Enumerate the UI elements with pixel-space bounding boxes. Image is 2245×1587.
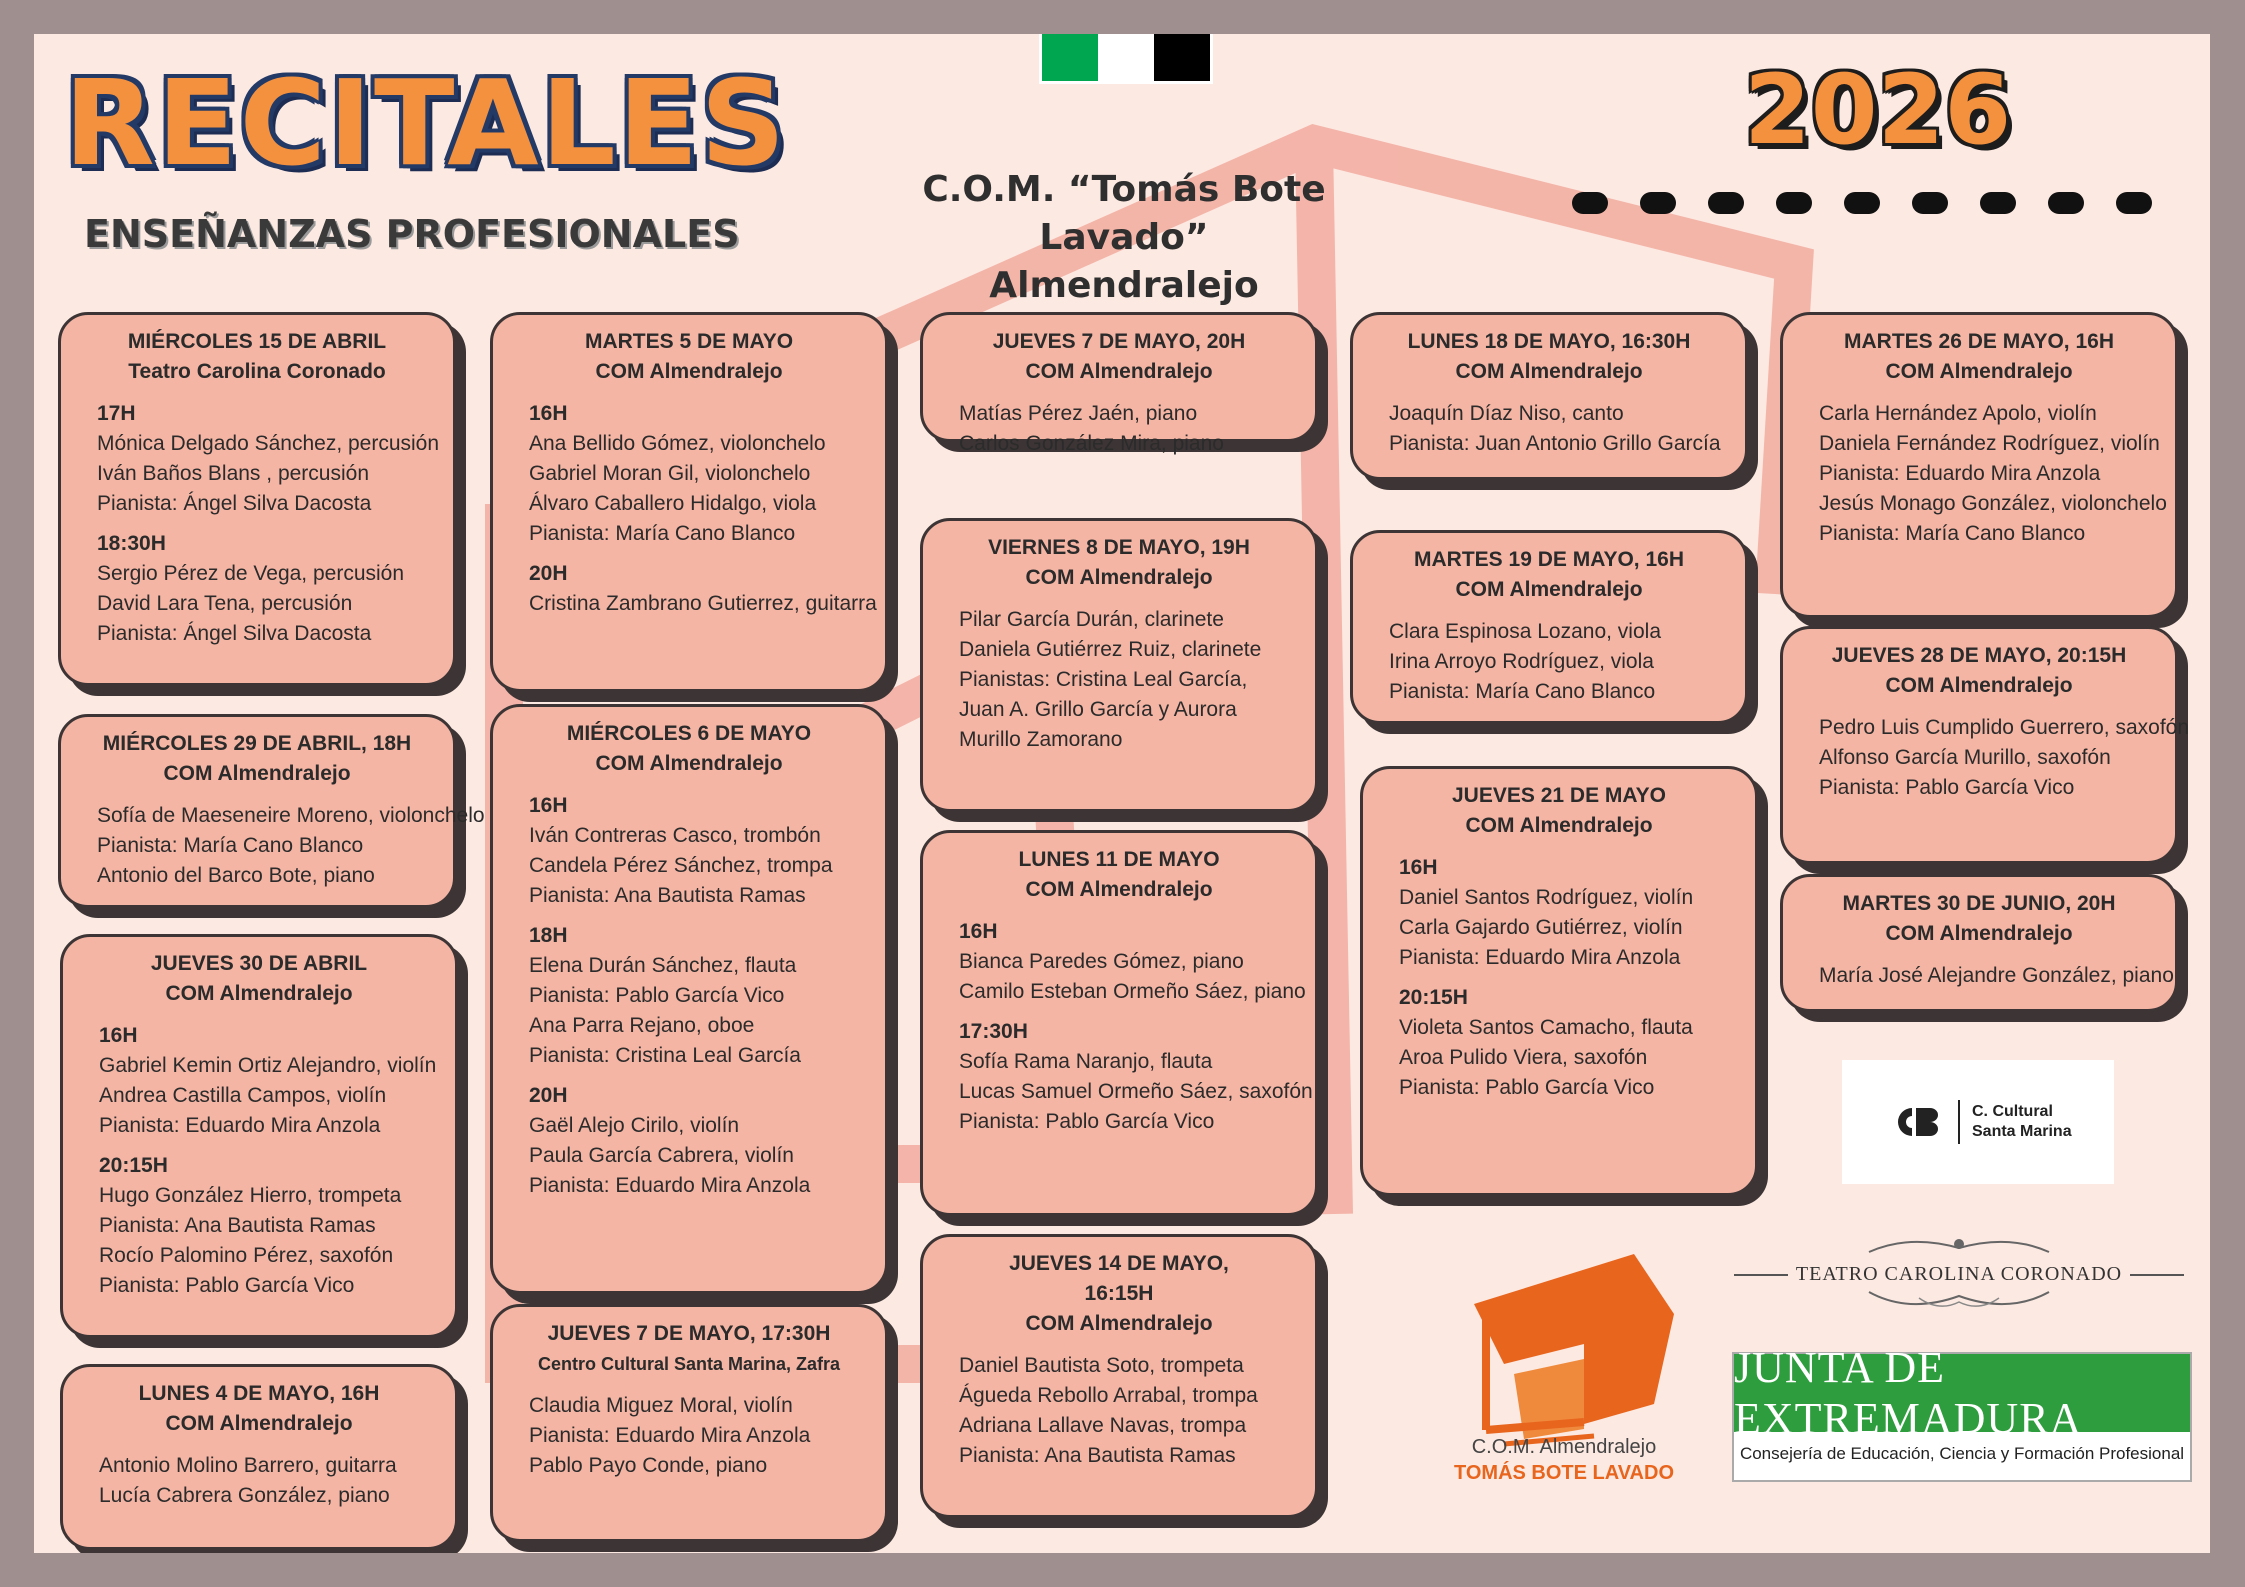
performer-line: Cristina Zambrano Gutierrez, guitarra [529,592,877,615]
recital-venue: Teatro Carolina Coronado [128,360,386,383]
recital-venue: COM Almendralejo [1885,360,2073,383]
performer-line: Pianista: Ana Bautista Ramas [959,1444,1236,1467]
performer-line: María José Alejandre González, piano [1819,964,2174,987]
performer-line: Ana Parra Rejano, oboe [529,1014,755,1037]
conservatory-heading [834,166,1414,310]
poster-year: 2026 [1744,54,2012,166]
recital-date: MIÉRCOLES 29 DE ABRIL, 18H [102,732,412,755]
recital-time: 17:30H [959,1020,1028,1043]
recital-card [1350,530,1748,724]
recital-card [920,1234,1318,1518]
recital-card [1360,766,1758,1196]
performer-line: Daniela Fernández Rodríguez, violín [1819,432,2160,455]
decorative-dashes [1572,192,2152,214]
performer-line: Álvaro Caballero Hidalgo, viola [529,492,817,515]
recital-time: 16H [99,1024,138,1047]
recital-venue: COM Almendralejo [1885,674,2073,697]
performer-line: Elena Durán Sánchez, flauta [529,954,797,977]
poster-title: RECITALES [64,54,788,192]
performer-line: Sofía de Maeseneire Moreno, violonchelo [97,804,485,827]
performer-line: Pianista: Juan Antonio Grillo García [1389,432,1721,455]
recital-date: LUNES 4 DE MAYO, 16H [138,1382,380,1405]
recital-time: 18:30H [97,532,166,555]
performer-line: Pedro Luis Cumplido Guerrero, saxofón [1819,716,2190,739]
recital-card [60,1364,458,1550]
recital-card [1780,874,2178,1012]
recital-venue: Centro Cultural Santa Marina, Zafra [537,1354,841,1374]
performer-line: Gabriel Kemin Ortiz Alejandro, violín [99,1054,437,1077]
recital-venue: COM Almendralejo [1025,1312,1213,1335]
poster [34,34,2210,1553]
performer-line: Pablo Payo Conde, piano [529,1454,768,1477]
poster-subtitle: ENSEÑANZAS PROFESIONALES [84,212,740,256]
performer-line: Joaquín Díaz Niso, canto [1389,402,1624,425]
recital-card [490,1304,888,1542]
recital-date: VIERNES 8 DE MAYO, 19H [988,536,1250,559]
recital-date: MIÉRCOLES 6 DE MAYO [566,722,812,745]
performer-line: Antonio Molino Barrero, guitarra [99,1454,397,1477]
recital-venue: COM Almendralejo [165,982,353,1005]
performer-line: Carla Hernández Apolo, violín [1819,402,2097,425]
performer-line: Pianista: Eduardo Mira Anzola [1819,462,2101,485]
recital-venue: 16:15H [1084,1282,1154,1305]
extremadura-flag [1039,34,1213,84]
recital-time: 20:15H [1399,986,1468,1009]
cc-monogram-icon [1890,1102,1946,1142]
performer-line: Pianista: Ángel Silva Dacosta [97,622,372,645]
recital-venue: COM Almendralejo [595,752,783,775]
performer-line: Sofía Rama Naranjo, flauta [959,1050,1213,1073]
performer-line: Pianista: Eduardo Mira Anzola [529,1424,811,1447]
recital-card [60,934,458,1338]
recital-date: JUEVES 14 DE MAYO, [1009,1252,1229,1275]
recital-date: MIÉRCOLES 15 DE ABRIL [127,330,387,353]
ornament-top-icon [1859,1234,2059,1258]
cc-santa-marina-logo [1842,1060,2114,1184]
ornament-bottom-icon [1859,1286,2059,1316]
performer-line: Antonio del Barco Bote, piano [97,864,375,887]
recital-card [1350,312,1748,480]
performer-line: Juan A. Grillo García y Aurora [959,698,1237,721]
performer-line: Pianistas: Cristina Leal García, [959,668,1248,691]
conservatory-town: Almendralejo [989,265,1259,306]
performer-line: Iván Contreras Casco, trombón [529,824,821,847]
recital-time: 18H [529,924,568,947]
performer-line: Daniel Bautista Soto, trompeta [959,1354,1244,1377]
recital-date: JUEVES 7 DE MAYO, 20H [992,330,1246,353]
recital-card [920,518,1318,812]
recital-venue: COM Almendralejo [1025,878,1213,901]
performer-line: Pianista: Pablo García Vico [529,984,785,1007]
performer-line: Pianista: Ángel Silva Dacosta [97,492,372,515]
com-logo-line1: C.O.M. Almendralejo [1471,1436,1657,1458]
recital-date: MARTES 19 DE MAYO, 16H [1414,548,1684,571]
performer-line: Gabriel Moran Gil, violonchelo [529,462,811,485]
recital-card [58,714,485,908]
performer-line: Daniel Santos Rodríguez, violín [1399,886,1694,909]
performer-line: Pianista: María Cano Blanco [1819,522,2086,545]
performer-line: Sergio Pérez de Vega, percusión [97,562,405,585]
recital-card [490,312,888,692]
performer-line: Pianista: Pablo García Vico [99,1274,355,1297]
performer-line: Matías Pérez Jaén, piano [959,402,1198,425]
com-logo-caption [1434,1434,1694,1486]
performer-line: Clara Espinosa Lozano, viola [1389,620,1661,643]
performer-line: Pianista: Pablo García Vico [1399,1076,1655,1099]
performer-line: Pianista: Eduardo Mira Anzola [529,1174,811,1197]
performer-line: Águeda Rebollo Arrabal, trompa [959,1384,1258,1407]
performer-line: Candela Pérez Sánchez, trompa [529,854,833,877]
com-logo-line2: TOMÁS BOTE LAVADO [1454,1462,1674,1484]
performer-line: Pianista: Ana Bautista Ramas [529,884,806,907]
recital-card [1780,312,2178,618]
performer-line: Pilar García Durán, clarinete [959,608,1224,631]
conservatory-name: C.O.M. “Tomás Bote Lavado” [922,169,1326,258]
recital-date: JUEVES 7 DE MAYO, 17:30H [547,1322,831,1345]
performer-line: Gaël Alejo Cirilo, violín [529,1114,740,1137]
recital-card [490,704,888,1294]
performer-line: Pianista: María Cano Blanco [1389,680,1656,703]
performer-line: Lucas Samuel Ormeño Sáez, saxofón [959,1080,1313,1103]
recital-venue: COM Almendralejo [1025,360,1213,383]
performer-line: Lucía Cabrera González, piano [99,1484,390,1507]
recital-date: MARTES 30 DE JUNIO, 20H [1842,892,2116,915]
recital-card [58,312,456,686]
performer-line: Rocío Palomino Pérez, saxofón [99,1244,394,1267]
teatro-logo [1734,1234,2184,1321]
performer-line: Pianista: Eduardo Mira Anzola [1399,946,1681,969]
performer-line: Pianista: Pablo García Vico [959,1110,1215,1133]
cc-line1: C. Cultural [1972,1103,2053,1120]
performer-line: Daniela Gutiérrez Ruiz, clarinete [959,638,1262,661]
recital-date: LUNES 18 DE MAYO, 16:30H [1407,330,1691,353]
junta-subtitle: Consejería de Educación, Ciencia y Formación Profesional [1739,1444,2185,1463]
recital-time: 16H [529,402,568,425]
performer-line: Hugo González Hierro, trompeta [99,1184,402,1207]
recital-date: JUEVES 28 DE MAYO, 20:15H [1831,644,2127,667]
performer-line: Violeta Santos Camacho, flauta [1399,1016,1693,1039]
recital-date: LUNES 11 DE MAYO [1018,848,1220,871]
performer-line: Carla Gajardo Gutiérrez, violín [1399,916,1683,939]
performer-line: Carlos González Mira, piano [959,432,1224,455]
recital-date: MARTES 26 DE MAYO, 16H [1844,330,2114,353]
performer-line: Pianista: Pablo García Vico [1819,776,2075,799]
performer-line: David Lara Tena, percusión [97,592,353,615]
recital-time: 16H [1399,856,1438,879]
com-almendralejo-logo [1434,1254,1694,1534]
performer-line: Pianista: Cristina Leal García [529,1044,801,1067]
performer-line: Paula García Cabrera, violín [529,1144,794,1167]
recital-time: 16H [529,794,568,817]
recital-venue: COM Almendralejo [163,762,351,785]
performer-line: Adriana Lallave Navas, trompa [959,1414,1247,1437]
recital-time: 20H [529,1084,568,1107]
recital-venue: COM Almendralejo [1455,578,1643,601]
recital-venue: COM Almendralejo [1885,922,2073,945]
recital-time: 17H [97,402,136,425]
recital-time: 20:15H [99,1154,168,1177]
recital-date: MARTES 5 DE MAYO [584,330,794,353]
performer-line: Bianca Paredes Gómez, piano [959,950,1244,973]
junta-name: JUNTA DE EXTREMADURA [1734,1354,2190,1432]
performer-line: Alfonso García Murillo, saxofón [1819,746,2111,769]
cc-line2: Santa Marina [1972,1123,2072,1140]
performer-line: Pianista: María Cano Blanco [529,522,796,545]
performer-line: Irina Arroyo Rodríguez, viola [1389,650,1654,673]
performer-line: Claudia Miguez Moral, violín [529,1394,793,1417]
recital-date: JUEVES 21 DE MAYO [1452,784,1666,807]
recital-card [920,830,1318,1216]
teatro-name: TEATRO CAROLINA CORONADO [1795,1263,2123,1285]
recital-time: 16H [959,920,998,943]
recital-venue: COM Almendralejo [1025,566,1213,589]
performer-line: Murillo Zamorano [959,728,1123,751]
performer-line: Iván Baños Blans , percusión [97,462,369,485]
performer-line: Pianista: María Cano Blanco [97,834,364,857]
junta-extremadura-logo [1732,1343,2192,1482]
recital-time: 20H [529,562,568,585]
recital-venue: COM Almendralejo [1455,360,1643,383]
recital-venue: COM Almendralejo [1465,814,1653,837]
performer-line: Ana Bellido Gómez, violonchelo [529,432,826,455]
recital-date: JUEVES 30 DE ABRIL [150,952,368,975]
recital-card [920,312,1318,455]
performer-line: Camilo Esteban Ormeño Sáez, piano [959,980,1306,1003]
recital-venue: COM Almendralejo [595,360,783,383]
performer-line: Pianista: Eduardo Mira Anzola [99,1114,381,1137]
performer-line: Pianista: Ana Bautista Ramas [99,1214,376,1237]
recital-venue: COM Almendralejo [165,1412,353,1435]
performer-line: Aroa Pulido Viera, saxofón [1399,1046,1648,1069]
performer-line: Mónica Delgado Sánchez, percusión [97,432,440,455]
performer-line: Jesús Monago González, violonchelo [1819,492,2167,515]
performer-line: Andrea Castilla Campos, violín [99,1084,387,1107]
recital-card [1780,626,2190,864]
